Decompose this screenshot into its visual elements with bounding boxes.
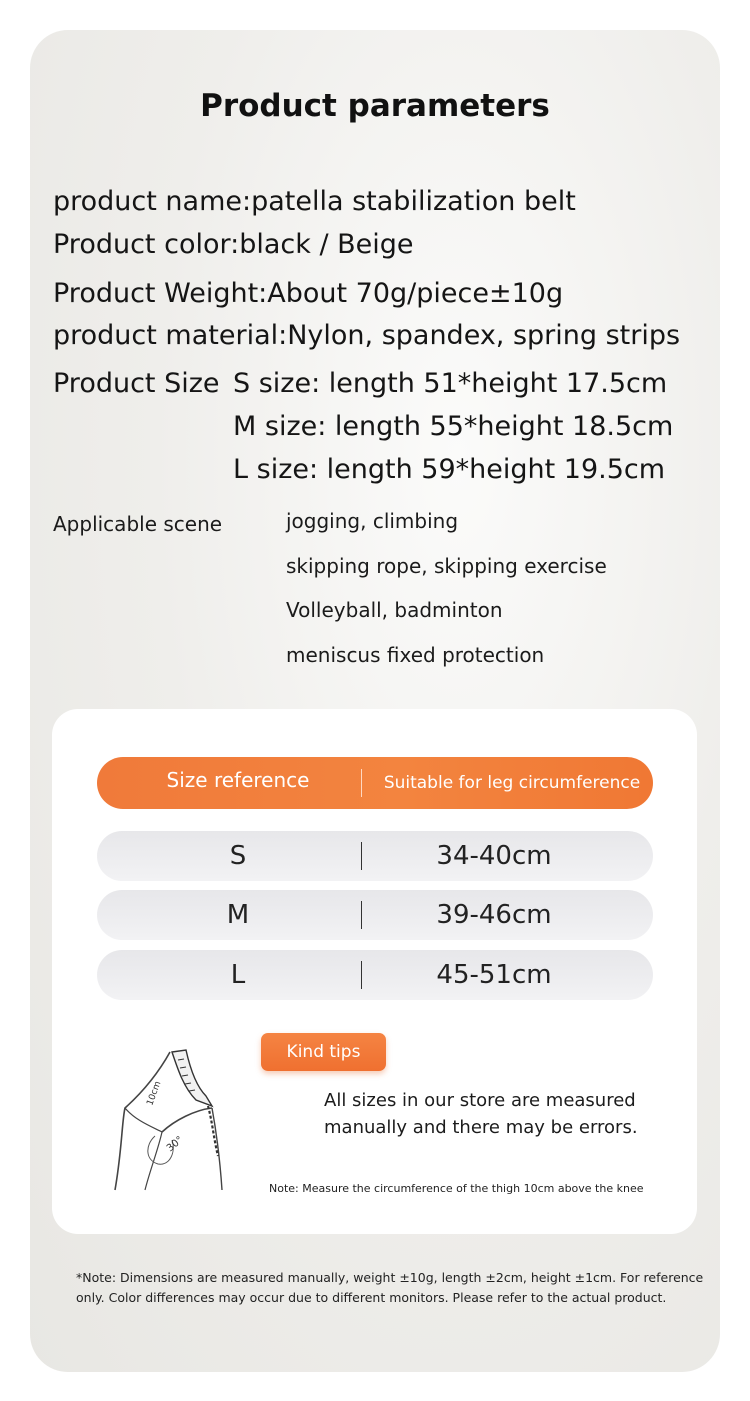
diagram-label-angle: 30°: [164, 1134, 186, 1155]
kind-tips-badge: Kind tips: [261, 1033, 386, 1071]
footnote-line: only. Color differences may occur due to different monitors. Please refer to the actual product.: [76, 1290, 667, 1305]
param-size-label: Product Size: [53, 368, 220, 399]
diagram-label-length: 10cm: [145, 1079, 164, 1108]
table-row: [97, 831, 653, 881]
param-product-material: product material:Nylon, spandex, spring strips: [53, 320, 681, 351]
tips-line: manually and there may be errors.: [324, 1117, 638, 1138]
row-circumference: 45-51cm: [436, 960, 552, 990]
row-divider: [361, 961, 362, 989]
param-size-l: L size: length 59*height 19.5cm: [233, 454, 666, 485]
scene-item: Volleyball, badminton: [286, 598, 503, 622]
scene-item: skipping rope, skipping exercise: [286, 554, 607, 578]
param-product-weight: Product Weight:About 70g/piece±10g: [53, 278, 564, 309]
header-leg-circumference: Suitable for leg circumference: [383, 773, 641, 793]
table-row: [97, 950, 653, 1000]
page-title: Product parameters: [200, 88, 550, 124]
row-circumference: 34-40cm: [436, 841, 552, 871]
row-divider: [361, 842, 362, 870]
param-size-s: S size: length 51*height 17.5cm: [233, 368, 668, 399]
row-divider: [361, 901, 362, 929]
row-size: M: [226, 900, 250, 930]
knee-measure-diagram-icon: [100, 1040, 250, 1200]
header-size-reference: Size reference: [166, 768, 310, 792]
row-size: L: [230, 960, 246, 990]
tips-line: All sizes in our store are measured: [324, 1090, 636, 1111]
footnote-line: *Note: Dimensions are measured manually, weight ±10g, length ±2cm, height ±1cm. For reference: [76, 1270, 704, 1285]
row-circumference: 39-46cm: [436, 900, 552, 930]
measure-note: Note: Measure the circumference of the thigh 10cm above the knee: [269, 1182, 644, 1195]
param-size-m: M size: length 55*height 18.5cm: [233, 411, 674, 442]
scene-item: meniscus fixed protection: [286, 643, 545, 667]
size-table-header: [97, 757, 653, 809]
header-divider: [361, 769, 362, 797]
scene-label: Applicable scene: [53, 512, 223, 536]
scene-item: jogging, climbing: [286, 509, 459, 533]
table-row: [97, 890, 653, 940]
param-product-name: product name:patella stabilization belt: [53, 186, 576, 217]
row-size: S: [229, 841, 247, 871]
param-product-color: Product color:black / Beige: [53, 229, 414, 260]
